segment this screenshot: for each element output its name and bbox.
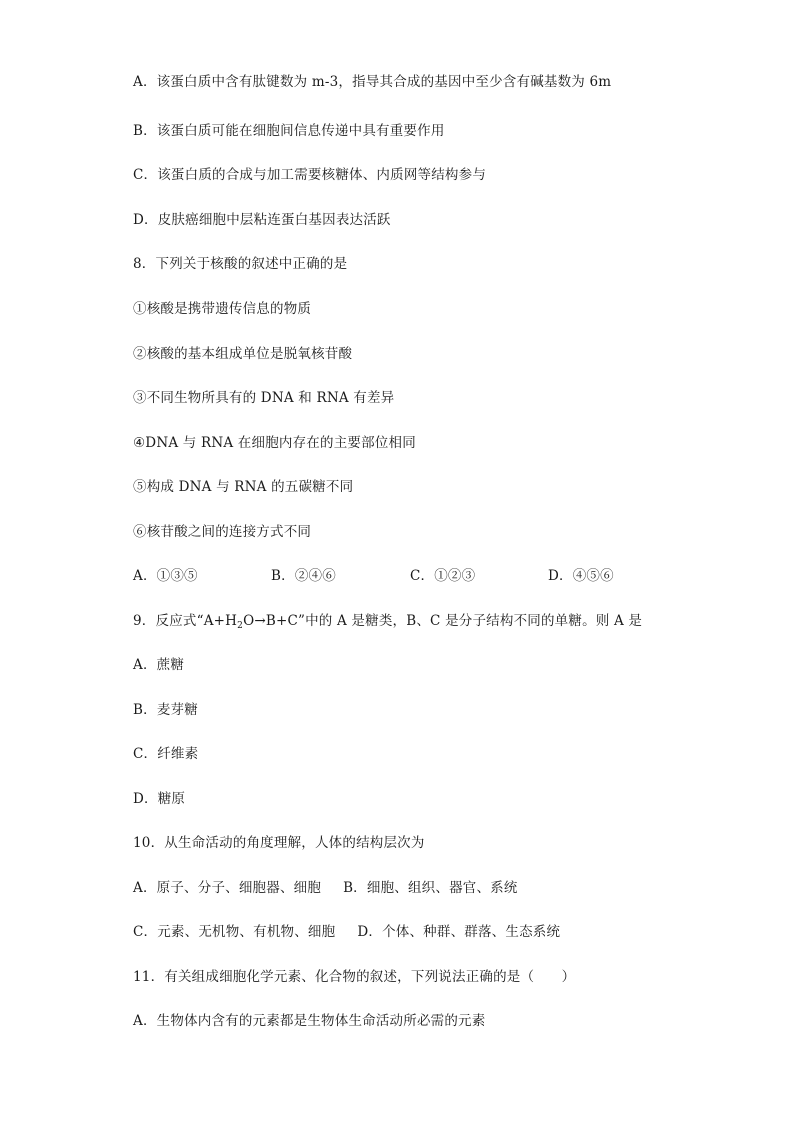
q8-stem: 8．下列关于核酸的叙述中正确的是 [133,256,348,272]
q10-options-cd [133,922,560,942]
q7-option-b: B．该蛋白质可能在细胞间信息传递中具有重要作用 [133,123,445,139]
q10-stem: 10．从生命活动的角度理解，人体的结构层次为 [133,835,425,851]
q8-statement-3: ③不同生物所具有的 DNA 和 RNA 有差异 [133,390,395,406]
q9-option-c: C．纤维素 [133,746,199,762]
q8-statement-4: ④DNA 与 RNA 在细胞内存在的主要部位相同 [133,435,416,451]
q8-statement-2: ②核酸的基本组成单位是脱氧核苷酸 [133,346,353,362]
q7-option-a: A．该蛋白质中含有肽键数为 m-3，指导其合成的基因中至少含有碱基数为 6m [133,74,612,90]
q9-option-a: A．蔗糖 [133,657,185,673]
q8-option-b: B．②④⑥ [271,568,336,584]
q8-option-a: A．①③⑤ [133,568,198,584]
q9-option-b: B．麦芽糖 [133,702,198,718]
q9-option-d: D．糖原 [133,791,186,807]
q8-statement-1: ①核酸是携带遗传信息的物质 [133,301,312,317]
q8-statement-5: ⑤构成 DNA 与 RNA 的五碳糖不同 [133,479,354,495]
q10-option-c: C．元素、无机物、有机物、细胞 [133,924,336,940]
q10-option-d: D．个体、种群、群落、生态系统 [357,924,561,940]
q8-option-d: D．④⑤⑥ [548,568,614,584]
q11-option-a: A．生物体内含有的元素都是生物体生命活动所必需的元素 [133,1013,486,1029]
q10-option-a: A．原子、分子、细胞器、细胞 [133,880,322,896]
q10-option-b: B．细胞、组织、器官、系统 [343,880,518,896]
q7-option-d: D．皮肤癌细胞中层粘连蛋白基因表达活跃 [133,212,391,228]
q9-stem: 9．反应式“$A+H_2O\to B+C$”中的 A 是糖类，B、C 是分子结构不同的单糖。则 A 是 [133,613,643,631]
q10-options-ab [133,878,518,898]
q8-statement-6: ⑥核苷酸之间的连接方式不同 [133,524,312,540]
q11-stem: 11．有关组成细胞化学元素、化合物的叙述，下列说法正确的是（ ） [133,969,576,985]
q8-options-row [133,566,653,586]
q7-option-c: C．该蛋白质的合成与加工需要核糖体、内质网等结构参与 [133,167,487,183]
q8-option-c: C．①②③ [410,568,476,584]
